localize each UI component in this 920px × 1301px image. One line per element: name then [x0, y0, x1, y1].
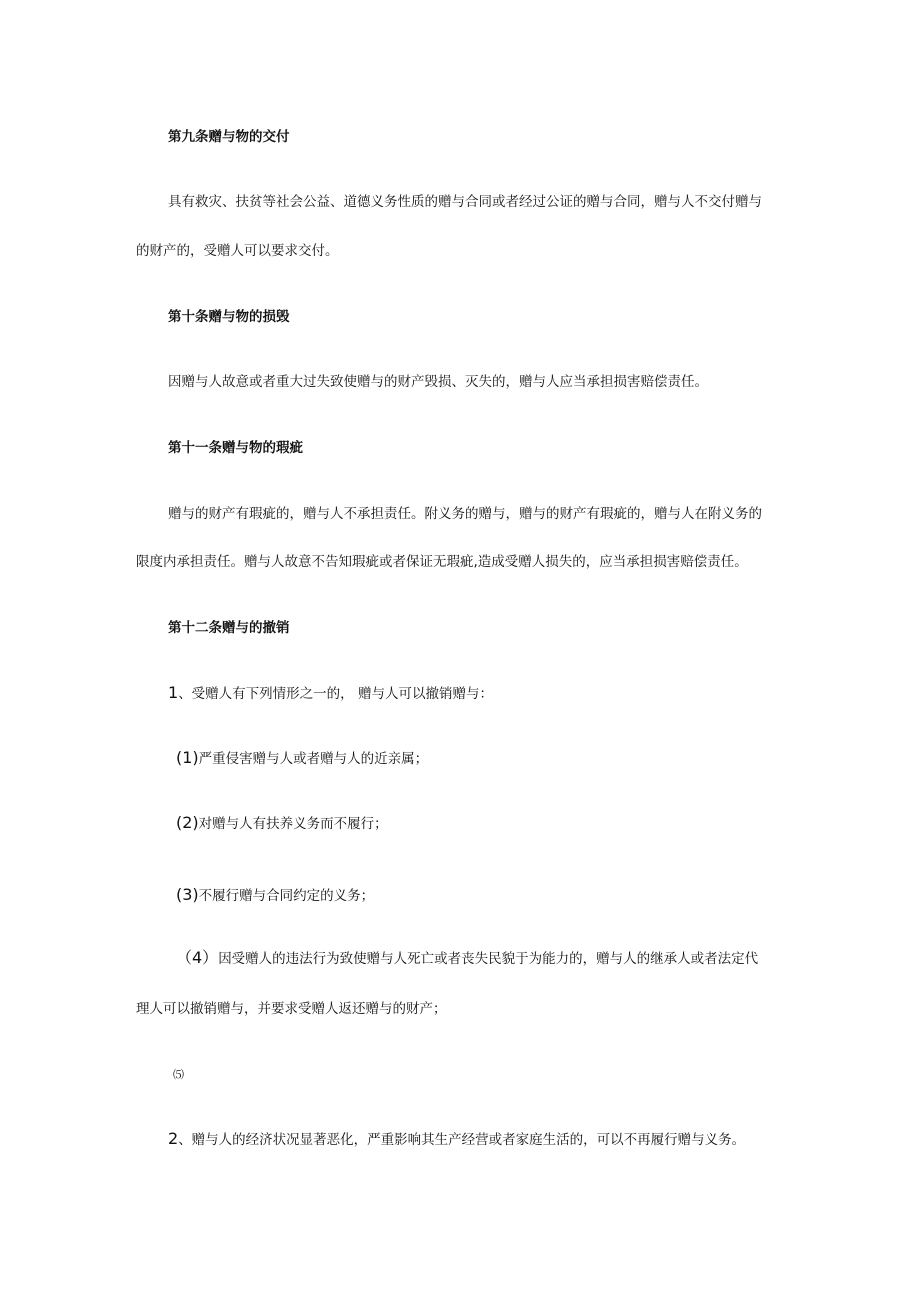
- article-11-paragraph-line-1: 赠与的财产有瑕疵的，赠与人不承担责任。附义务的赠与，赠与的财产有瑕疵的，赠与人在附义务的: [168, 506, 762, 522]
- list-item-number: (1): [176, 748, 199, 767]
- list-item: [168, 684, 493, 703]
- article-9-paragraph-line-2: 的财产的，受赠人可以要求交付。: [136, 243, 339, 259]
- list-item-continuation: 理人可以撤销赠与，并要求受赠人返还赠与的财产；: [136, 1001, 447, 1017]
- list-item: [176, 886, 374, 905]
- list-item-number: 1: [168, 683, 179, 702]
- article-11-paragraph-line-2: 限度内承担责任。赠与人故意不告知瑕疵或者保证无瑕疵,造成受赠人损失的，应当承担损害赔偿责任。: [136, 554, 748, 570]
- list-item-number: (3): [176, 885, 199, 904]
- list-item-number: ⑸: [173, 1068, 184, 1081]
- list-item-text: 、赠与人的经济状况显著恶化，严重影响其生产经营或者家庭生活的，可以不再履行赠与义务。: [178, 1132, 746, 1148]
- article-10-paragraph: 因赠与人故意或者重大过失致使赠与的财产毁损、灭失的，赠与人应当承担损害赔偿责任。: [168, 374, 708, 390]
- list-item-number: 2: [168, 1129, 179, 1148]
- article-11-heading: 第十一条赠与物的瑕疵: [168, 440, 303, 456]
- article-10-heading: 第十条赠与物的损毁: [168, 309, 290, 325]
- article-9-heading: 第九条赠与物的交付: [168, 129, 290, 145]
- list-item-number: (2): [176, 813, 199, 832]
- list-item: [173, 1066, 184, 1084]
- list-item-text: 对赠与人有扶养义务而不履行；: [198, 816, 388, 832]
- list-item: [176, 749, 428, 768]
- list-item: [168, 1130, 745, 1149]
- list-item-number: （4）: [176, 948, 219, 967]
- article-9-paragraph-line-1: 具有救灾、扶贫等社会公益、道德义务性质的赠与合同或者经过公证的赠与合同，赠与人不交付赠与: [168, 194, 762, 210]
- list-item: [176, 949, 758, 968]
- list-item-text: 不履行赠与合同约定的义务；: [198, 888, 375, 904]
- article-12-heading: 第十二条赠与的撤销: [168, 620, 290, 636]
- list-item: [176, 814, 388, 833]
- list-item-text: 因受赠人的违法行为致使赠与人死亡或者丧失民貌于为能力的，赠与人的继承人或者法定代: [218, 951, 759, 967]
- list-item-text: 严重侵害赠与人或者赠与人的近亲属；: [198, 751, 429, 767]
- list-item-text: 、受赠人有下列情形之一的， 赠与人可以撤销赠与：: [178, 686, 493, 702]
